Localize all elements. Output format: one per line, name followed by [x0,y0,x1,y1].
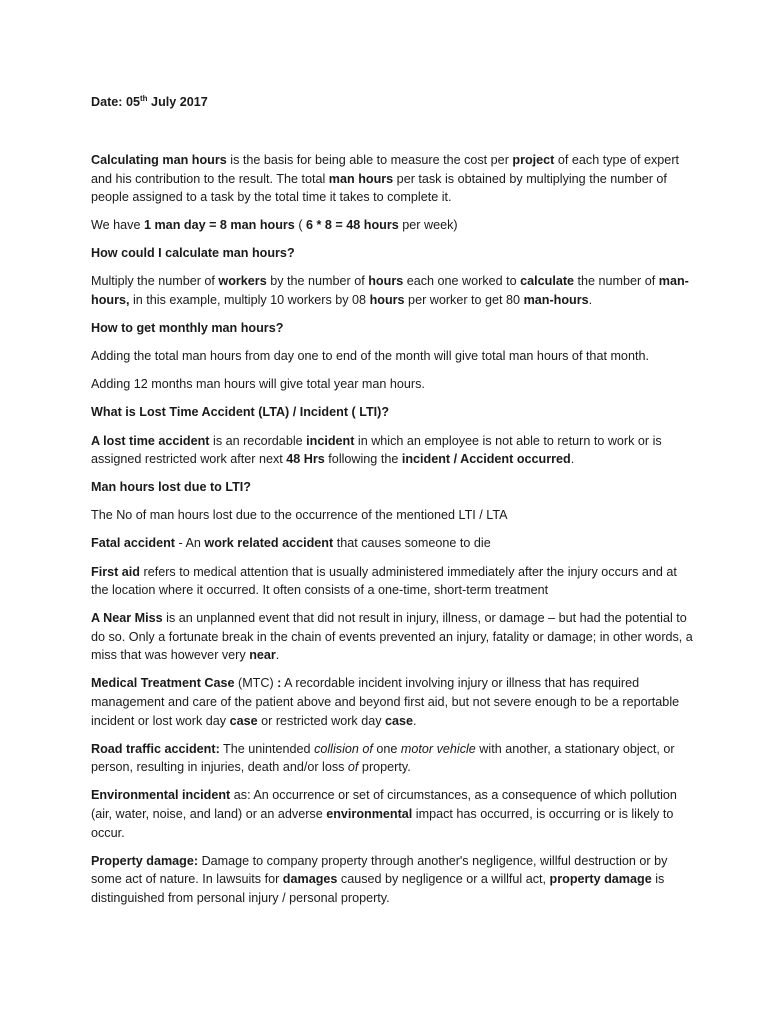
text-run: Adding 12 months man hours will give total year man hours. [91,377,425,392]
bold-text: man-hours, [91,274,689,308]
text-run: in this example, multiply 10 workers by 08 [129,293,370,308]
paragraph-first-aid [91,563,693,600]
text-run: caused by negligence or a willful act, [337,872,550,887]
text-run: of each type of expert and his contribution to the result. The total [91,153,680,186]
bold-text: 6 * 8 = 48 hours [306,218,399,233]
bold-text: case [385,713,414,728]
paragraph-a-monthly [91,347,693,366]
paragraph-a-calculate [91,272,693,309]
bold-text: 1 man day = 8 man hours [143,218,295,233]
paragraph-q-calculate [91,244,693,263]
bold-text: property damage [549,872,652,887]
paragraph-a-lost-hours [91,506,693,525]
bold-text: : [277,676,282,691]
text-run: We have [91,218,144,233]
bold-text: damages [282,872,338,887]
paragraph-near-miss [91,609,693,665]
paragraph-a-yearly [91,375,693,394]
bold-text: How to get monthly man hours? [91,321,284,336]
text-run: impact has occurred, is occurring or is likely to occur. [91,807,674,840]
text-run: per week) [398,218,458,233]
text-run: ( [294,218,307,233]
document-date [91,93,208,112]
text-run: by the number of [266,274,369,289]
text-run: or restricted work day [257,713,386,728]
text-run: - An [175,536,205,551]
paragraph-mtc [91,674,693,730]
text-run: is distinguished from personal injury / personal property. [91,872,665,905]
bold-text: 48 Hrs [286,452,325,467]
bold-text: First aid [91,564,140,579]
bold-text: case [229,713,258,728]
paragraph-environmental [91,786,693,842]
text-run: in which an employee is not able to return to work or is assigned restricted work after next [91,433,662,467]
text-run: per worker to get 80 [404,293,524,308]
bold-text: environmental [326,807,413,822]
text-run: each one worked to [403,274,521,289]
text-run: with another, a stationary object, or person, resulting in injuries, death and/or loss [91,741,675,775]
bold-text: Man hours lost due to LTI? [91,480,251,495]
bold-text: hours [368,274,404,289]
bold-text: A Near Miss [91,611,163,626]
bold-text: Road traffic accident: [91,741,220,756]
bold-text: What is Lost Time Accident (LTA) / Incident ( LTI)? [91,405,390,420]
bold-text: Fatal accident [91,536,175,551]
text-run: as: An occurrence or set of circumstances, as a consequence of which pollution (air, water, noise, and land) or an adverse [91,788,677,822]
text-run: The unintended [219,741,315,756]
document-body [91,151,693,917]
text-run: Adding the total man hours from day one to end of the month will give total man hours of that month. [91,349,649,364]
text-run: The No of man hours lost due to the occurrence of the mentioned LTI / LTA [91,508,508,523]
text-run: refers to medical attention that is usually administered immediately after the injury occurs and at the location where it occurred. It often consists of a one-time, short-term treatment [91,564,677,598]
text-run: is the basis for being able to measure the cost per [226,153,513,167]
date-label: Date: 05 [91,95,140,109]
bold-text: near [249,648,276,663]
paragraph-fatal [91,534,693,553]
text-run: following the [324,452,402,467]
paragraph-a-lta [91,432,693,469]
text-run: is an unplanned event that did not result in injury, illness, or damage – but had the potential to do so. Only a fortunate break in the chain of events prevented an injury, fatality or damage; in other words, a miss that was however very [91,611,693,663]
bold-text: man-hours [523,293,589,308]
bold-text: Property damage: [91,853,199,868]
paragraph-q-lost-hours [91,478,693,497]
bold-text: workers [218,274,267,289]
bold-text: incident / Accident occurred [401,452,571,467]
bold-text: man hours [328,171,394,186]
text-run: Damage to company property through another's negligence, willful destruction or by some act of nature. In lawsuits for [91,853,668,887]
date-ordinal-suffix: th [140,93,148,103]
text-run: that causes someone to die [333,536,491,551]
italic-text: motor vehicle [400,741,476,756]
text-run: the number of [574,274,659,289]
bold-text: Environmental incident [91,788,231,803]
text-run: (MTC) [234,676,278,691]
bold-text: calculate [520,274,575,289]
bold-text: incident [306,433,355,448]
paragraph-q-monthly [91,319,693,338]
text-run: . [570,452,575,467]
bold-text: hours [369,293,405,308]
date-rest: July 2017 [147,95,208,109]
paragraph-q-lta [91,403,693,422]
text-run: property. [358,760,411,775]
italic-text: of [347,760,359,775]
text-run: Multiply the number of [91,274,219,289]
paragraph-property [91,852,693,908]
bold-text: Medical Treatment Case [91,676,235,691]
paragraph-intro [91,151,693,207]
bold-text: A lost time accident [91,433,210,448]
text-run: per task is obtained by multiplying the number of people assigned to a task by the total time it takes to complete it. [91,171,667,205]
text-run: . [588,293,593,308]
text-run: A recordable incident involving injury or illness that has required management and care of the patient above and beyond first aid, but not severe enough to be a reportable incident or lost work day [91,676,680,728]
text-run: . [275,648,280,663]
italic-text: collision of [314,741,373,756]
bold-text: work related accident [204,536,334,551]
paragraph-man-day [91,216,693,235]
bold-text: project [512,153,555,167]
text-run: . [413,713,417,728]
text-run: is an recordable [209,433,307,448]
paragraph-road-traffic [91,740,693,777]
text-run: one [372,741,401,756]
bold-text: How could I calculate man hours? [91,246,295,261]
bold-text: Calculating man hours [91,153,227,167]
